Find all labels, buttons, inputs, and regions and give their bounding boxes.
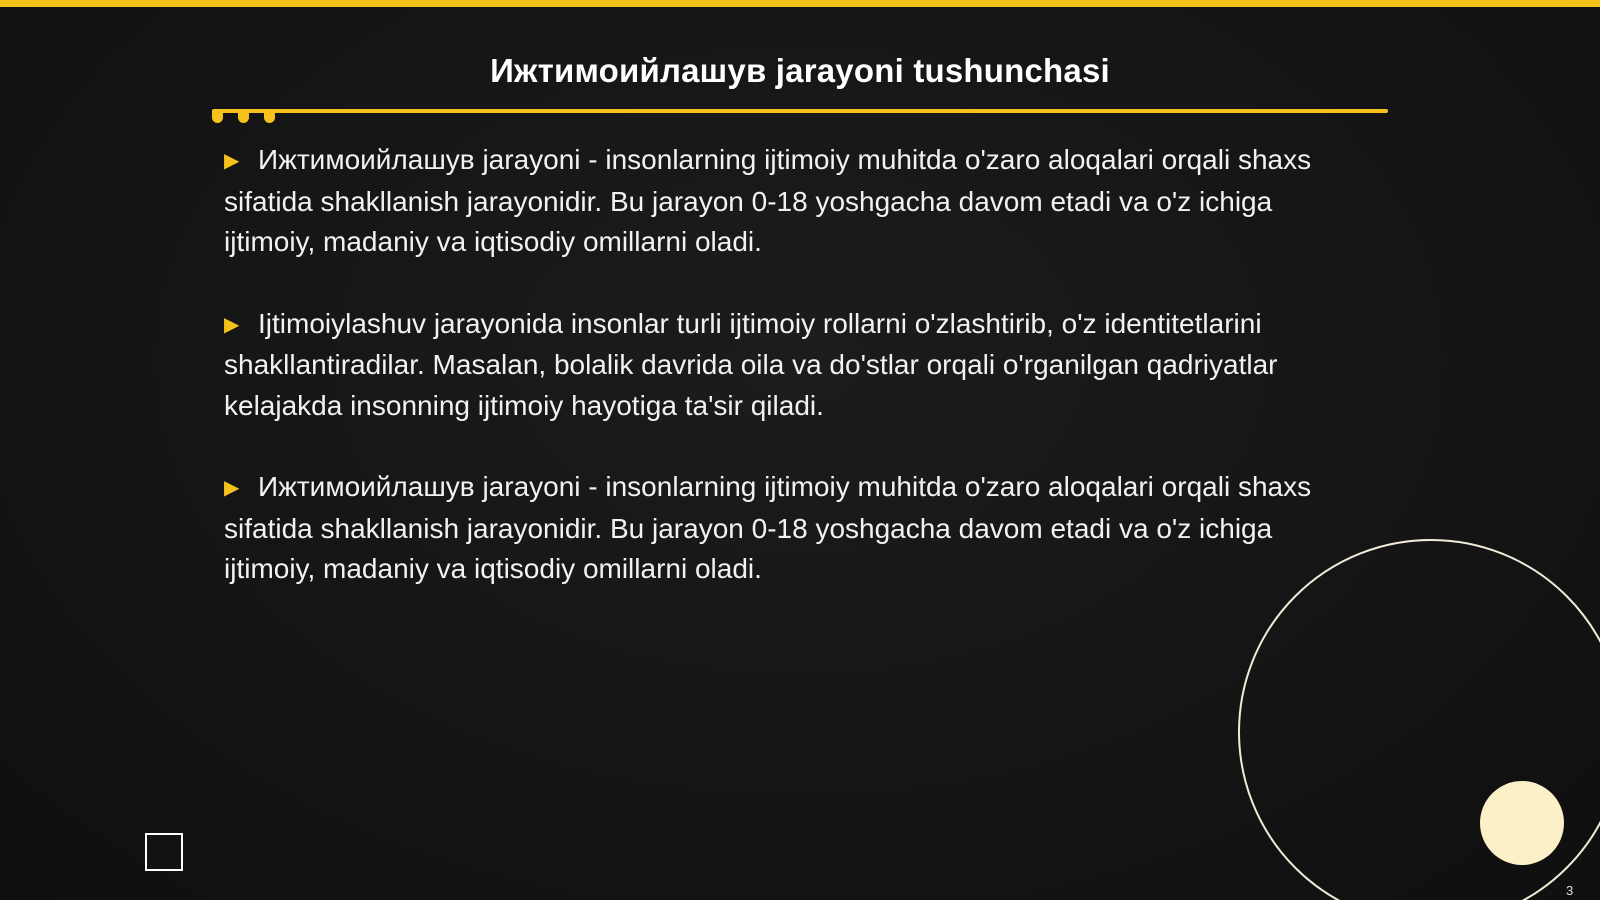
bullet-item bbox=[224, 140, 1364, 263]
bullet-item bbox=[224, 467, 1364, 590]
slide-title: Ижтимоийлашув jarayoni tushunchasi bbox=[490, 52, 1110, 89]
decorative-circle bbox=[1480, 781, 1564, 865]
underline-drip bbox=[238, 110, 249, 123]
decorative-square bbox=[145, 833, 183, 871]
bullet-text: Ижтимоийлашув jarayoni - insonlarning ijtimoiy muhitda o'zaro aloqalari orqali shaxs sifatida shakllanish jarayonidir. Bu jarayon 0-18 yoshgacha davom etadi va o'z ichiga ijtimoiy, madaniy va iqtisodiy omillarni oladi. bbox=[224, 471, 1312, 584]
bullet-arrow-icon: ▶ bbox=[224, 150, 240, 172]
title-underline bbox=[212, 109, 1388, 113]
underline-drip bbox=[212, 110, 223, 123]
bullet-arrow-icon: ▶ bbox=[224, 477, 240, 499]
bullet-text: Ijtimoiylashuv jarayonida insonlar turli ijtimoiy rollarni o'zlashtirib, o'z identitetlarini shakllantiradilar. Masalan, bolalik davrida oila va do'stlar orqali o'rganilgan qadriyatlar kelajakda insonning ijtimoiy hayotiga ta'sir qiladi. bbox=[224, 307, 1278, 421]
bullet-arrow-icon: ▶ bbox=[224, 313, 240, 336]
top-accent-bar bbox=[0, 0, 1600, 7]
underline-drip bbox=[264, 110, 275, 123]
bullet-item bbox=[224, 304, 1364, 427]
page-number: 3 bbox=[1566, 883, 1574, 898]
bullet-text: Ижтимоийлашув jarayoni - insonlarning ijtimoiy muhitda o'zaro aloqalari orqali shaxs sifatida shakllanish jarayonidir. Bu jarayon 0-18 yoshgacha davom etadi va o'z ichiga ijtimoiy, madaniy va iqtisodiy omillarni oladi. bbox=[224, 144, 1312, 257]
bullet-list bbox=[224, 140, 1364, 631]
